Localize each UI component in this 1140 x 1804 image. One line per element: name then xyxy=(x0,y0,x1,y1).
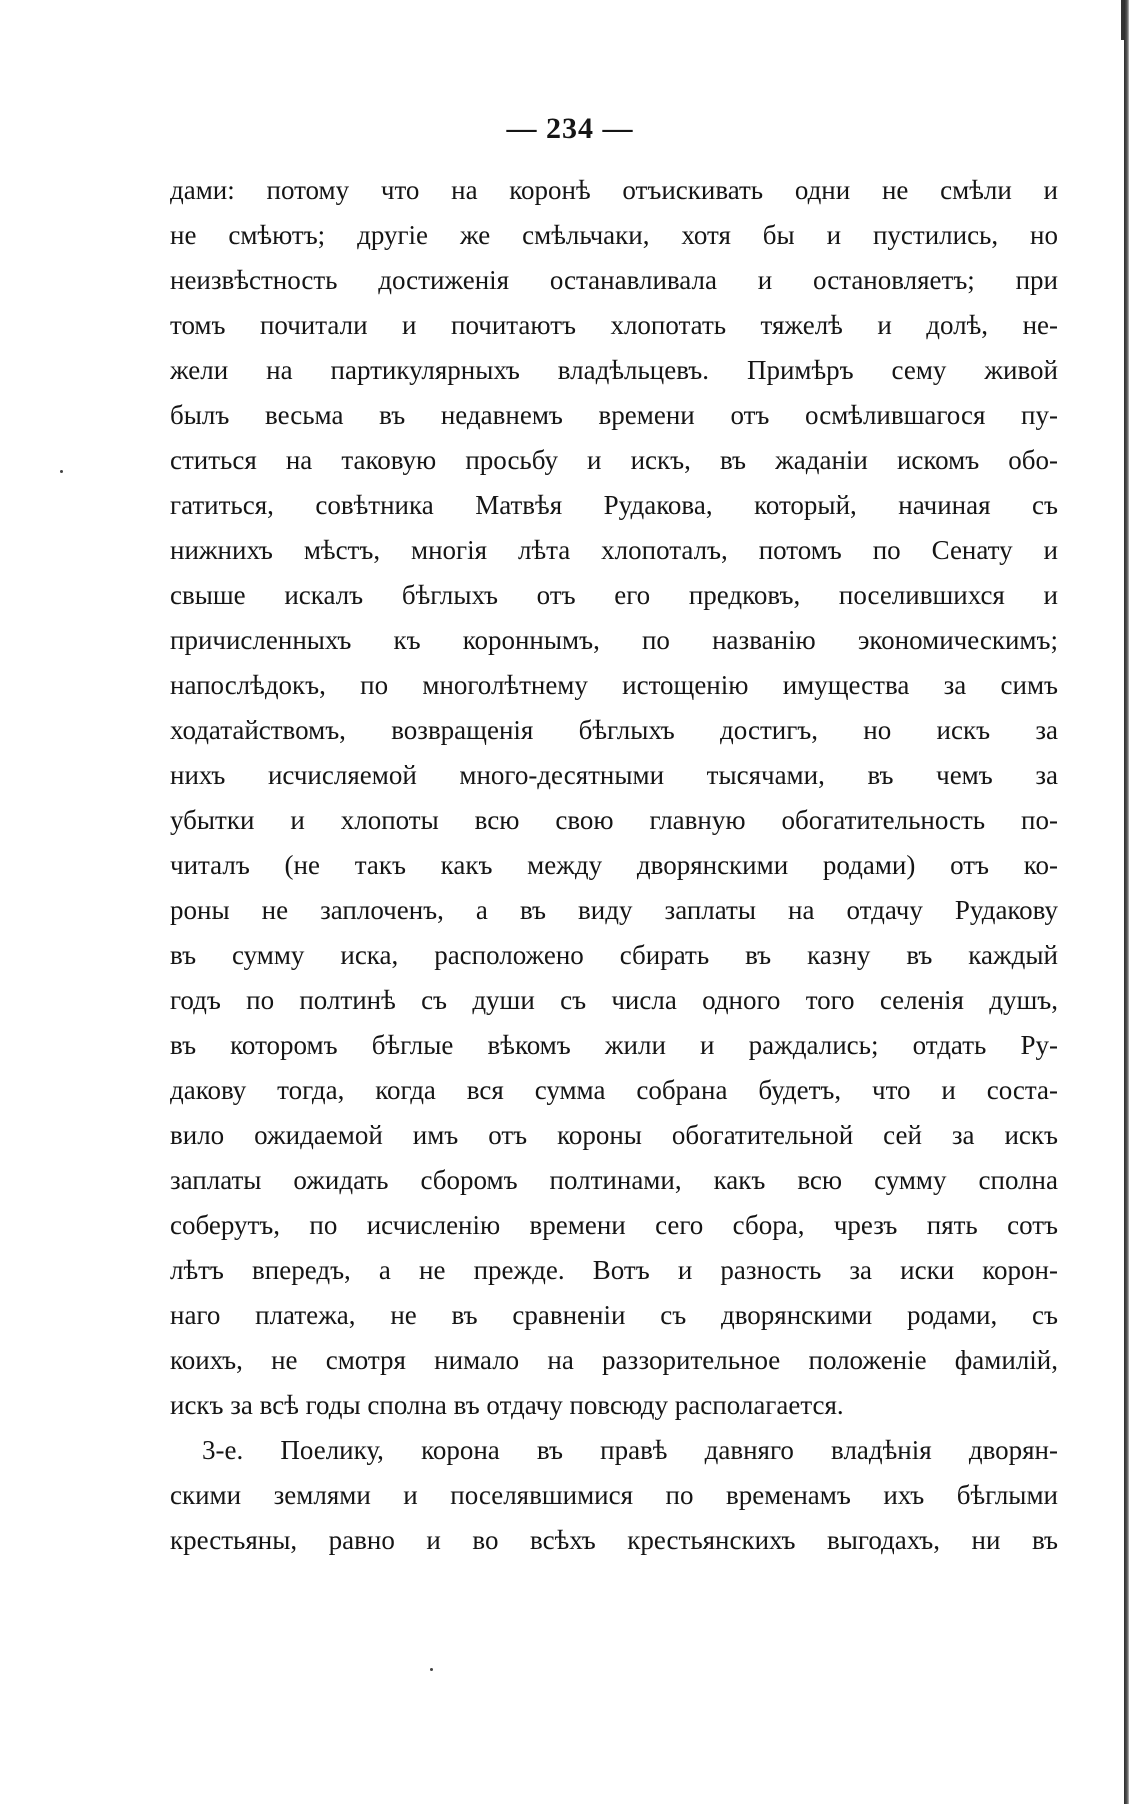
text-line: напослѣдокъ, по многолѣтнему истощенію имущества за симъ xyxy=(170,670,1058,700)
text-line: былъ весьма въ недавнемъ времени отъ осмѣлившагося пу- xyxy=(170,400,1058,430)
paragraph-start-line: 3-е. Поелику, корона въ правѣ давняго владѣнія дворян- xyxy=(202,1435,1058,1465)
text-line: причисленныхъ къ короннымъ, по названію экономическимъ; xyxy=(170,625,1058,655)
text-line: читалъ (не такъ какъ между дворянскими родами) отъ ко- xyxy=(170,850,1058,880)
text-line: убытки и хлопоты всю свою главную обогатительность по- xyxy=(170,805,1058,835)
page-number: — 234 — xyxy=(506,112,634,145)
text-line: лѣтъ впередъ, а не прежде. Вотъ и разность за иски корон- xyxy=(170,1255,1058,1285)
text-line: не смѣютъ; другіе же смѣльчаки, хотя бы и пустились, но xyxy=(170,220,1058,250)
text-line: вило ожидаемой имъ отъ короны обогатительной сей за искъ xyxy=(170,1120,1058,1150)
text-line: гатиться, совѣтника Матвѣя Рудакова, который, начиная съ xyxy=(170,490,1058,520)
text-line: роны не заплоченъ, а въ виду заплаты на отдачу Рудакову xyxy=(170,895,1058,925)
text-line: свыше искалъ бѣглыхъ отъ его предковъ, поселившихся и xyxy=(170,580,1058,610)
scan-speck xyxy=(60,470,63,473)
scan-speck xyxy=(430,1668,433,1671)
text-line: годъ по полтинѣ съ души съ числа одного того селенія душъ, xyxy=(170,985,1058,1015)
text-line: въ которомъ бѣглые вѣкомъ жили и раждались; отдать Ру- xyxy=(170,1030,1058,1060)
text-line: нижнихъ мѣстъ, многія лѣта хлопоталъ, потомъ по Сенату и xyxy=(170,535,1058,565)
text-line: нихъ исчисляемой много-десятными тысячами, въ чемъ за xyxy=(170,760,1058,790)
text-line: неизвѣстность достиженія останавливала и остановляетъ; при xyxy=(170,265,1058,295)
text-line: скими землями и поселявшимися по временамъ ихъ бѣглыми xyxy=(170,1480,1058,1510)
text-line: соберутъ, по исчисленію времени сего сбора, чрезъ пять сотъ xyxy=(170,1210,1058,1240)
paragraph-end-line: искъ за всѣ годы сполна въ отдачу повсюду располагается. xyxy=(170,1390,844,1420)
binding-edge xyxy=(1124,0,1129,1804)
text-line: ститься на таковую просьбу и искъ, въ жаданіи искомъ обо- xyxy=(170,445,1058,475)
text-line: коихъ, не смотря нимало на раззорительное положеніе фамилій, xyxy=(170,1345,1058,1375)
body-text xyxy=(170,168,1058,1563)
text-line: заплаты ожидать сборомъ полтинами, какъ всю сумму сполна xyxy=(170,1165,1058,1195)
text-line: томъ почитали и почитаютъ хлопотать тяжелѣ и долѣ, не- xyxy=(170,310,1058,340)
text-line: дакову тогда, когда вся сумма собрана будетъ, что и соста- xyxy=(170,1075,1058,1105)
text-line: наго платежа, не въ сравненіи съ дворянскими родами, съ xyxy=(170,1300,1058,1330)
text-line: жели на партикулярныхъ владѣльцевъ. Примѣръ сему живой xyxy=(170,355,1058,385)
text-line: дами: потому что на коронѣ отъискивать одни не смѣли и xyxy=(170,175,1058,205)
text-line: ходатайствомъ, возвращенія бѣглыхъ достигъ, но искъ за xyxy=(170,715,1058,745)
text-line: въ сумму иска, расположено сбирать въ казну въ каждый xyxy=(170,940,1058,970)
text-line: крестьяны, равно и во всѣхъ крестьянскихъ выгодахъ, ни въ xyxy=(170,1525,1058,1555)
